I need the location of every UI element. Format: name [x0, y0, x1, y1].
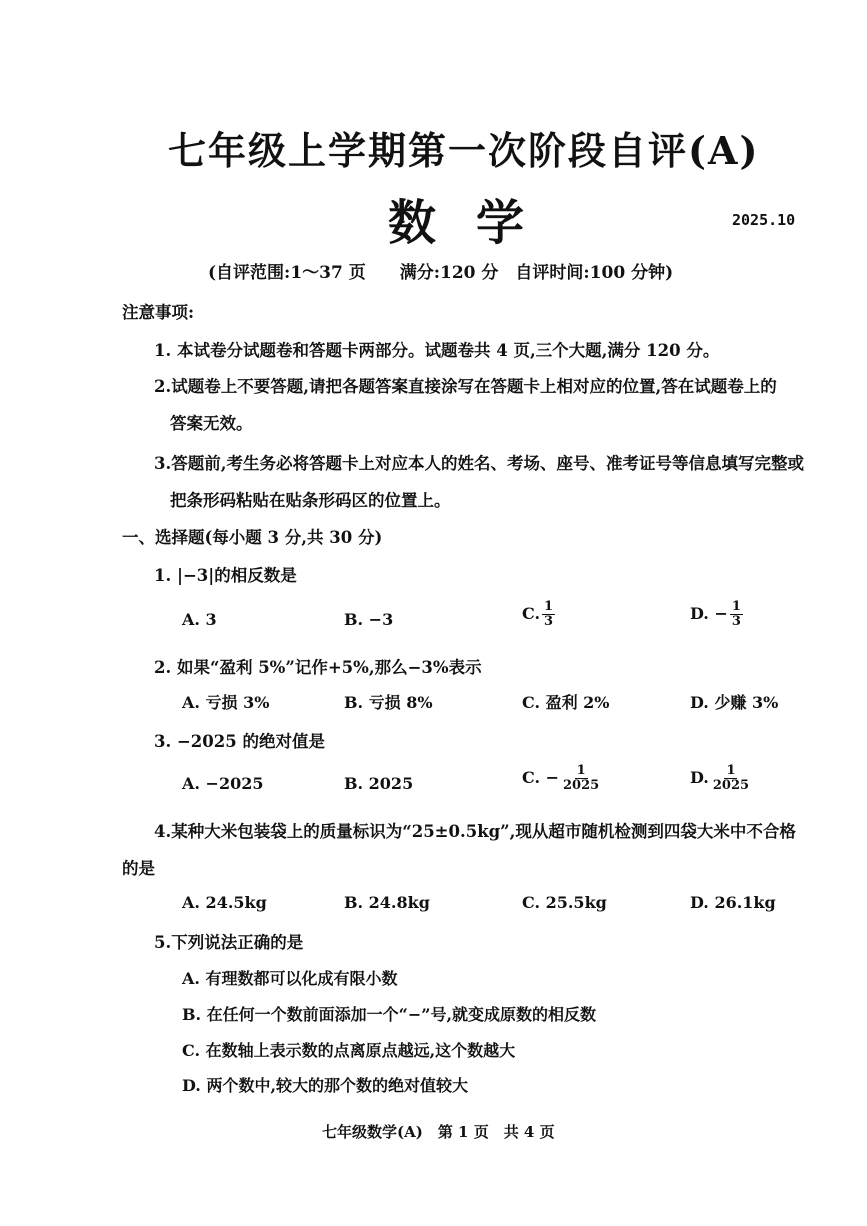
question-1-option-c-fraction [542, 600, 555, 629]
question-1-stem: 1. |−3|的相反数是 [154, 566, 297, 585]
subject-title: 数学 [388, 195, 565, 251]
notice-item-3-line-2: 把条形码粘贴在贴条形码区的位置上。 [170, 491, 451, 510]
exam-date: 2025.10 [732, 211, 796, 229]
question-4-stem-line-1: 4.某种大米包装袋上的质量标识为“25±0.5kg”,现从超市随机检测到四袋大米中不合格 [154, 822, 796, 841]
notice-item-2-line-1: 2.试题卷上不要答题,请把各题答案直接涂写在答题卡上相对应的位置,答在试题卷上的 [154, 377, 777, 396]
question-3-option-c [522, 764, 601, 793]
question-5-option-b: B. 在任何一个数前面添加一个“−”号,就变成原数的相反数 [182, 1005, 597, 1024]
question-1-option-c-label: C. [522, 604, 541, 623]
question-4-option-d: D. 26.1kg [690, 893, 776, 912]
fraction-denominator: 3 [544, 614, 554, 629]
question-3-option-c-fraction [561, 764, 601, 793]
question-1-option-d [690, 600, 743, 629]
question-1-option-a: A. 3 [182, 610, 217, 629]
fraction-denominator: 2025 [563, 778, 600, 793]
question-3-option-d [690, 764, 751, 793]
section-1-heading: 一、选择题(每小题 3 分,共 30 分) [122, 528, 383, 547]
fraction-numerator: 1 [731, 599, 741, 614]
exam-title: 七年级上学期第一次阶段自评(A) [168, 128, 760, 173]
question-1-option-c [522, 600, 555, 629]
question-3-stem: 3. −2025 的绝对值是 [154, 732, 325, 751]
page-footer: 七年级数学(A) 第 1 页 共 4 页 [322, 1123, 555, 1141]
question-2-option-d: D. 少赚 3% [690, 693, 779, 712]
notice-item-2-line-2: 答案无效。 [170, 414, 253, 433]
question-1-option-d-label: D. − [690, 604, 728, 623]
question-4-option-a: A. 24.5kg [182, 893, 267, 912]
question-1-option-b: B. −3 [344, 610, 394, 629]
question-4-stem-line-2: 的是 [122, 859, 155, 878]
notice-heading: 注意事项: [122, 303, 195, 322]
question-2-option-a: A. 亏损 3% [182, 693, 270, 712]
fraction-denominator: 3 [731, 614, 741, 629]
question-5-stem: 5.下列说法正确的是 [154, 933, 304, 952]
fraction-numerator: 1 [576, 763, 586, 778]
question-4-option-c: C. 25.5kg [522, 893, 607, 912]
question-3-option-d-fraction [711, 764, 751, 793]
question-1-option-d-fraction [730, 600, 743, 629]
fraction-denominator: 2025 [712, 778, 750, 793]
question-5-option-a: A. 有理数都可以化成有限小数 [182, 969, 398, 988]
question-2-option-b: B. 亏损 8% [344, 693, 433, 712]
exam-scope-line: (自评范围:1～37 页 满分:120 分 自评时间:100 分钟) [208, 263, 674, 283]
question-3-option-d-label: D. [690, 768, 709, 787]
question-5-option-d: D. 两个数中,较大的那个数的绝对值较大 [182, 1076, 469, 1095]
notice-item-3-line-1: 3.答题前,考生务必将答题卡上对应本人的姓名、考场、座号、准考证号等信息填写完整或 [154, 454, 804, 473]
question-5-option-c: C. 在数轴上表示数的点离原点越远,这个数越大 [182, 1041, 516, 1060]
question-3-option-a: A. −2025 [182, 774, 264, 793]
question-3-option-b: B. 2025 [344, 774, 414, 793]
notice-item-1: 1. 本试卷分试题卷和答题卡两部分。试题卷共 4 页,三个大题,满分 120 分。 [154, 341, 720, 360]
question-4-option-b: B. 24.8kg [344, 893, 430, 912]
question-2-stem: 2. 如果“盈利 5%”记作+5%,那么−3%表示 [154, 658, 482, 677]
fraction-numerator: 1 [544, 599, 554, 614]
fraction-numerator: 1 [726, 763, 736, 778]
question-2-option-c: C. 盈利 2% [522, 693, 610, 712]
question-3-option-c-label: C. − [522, 768, 559, 787]
